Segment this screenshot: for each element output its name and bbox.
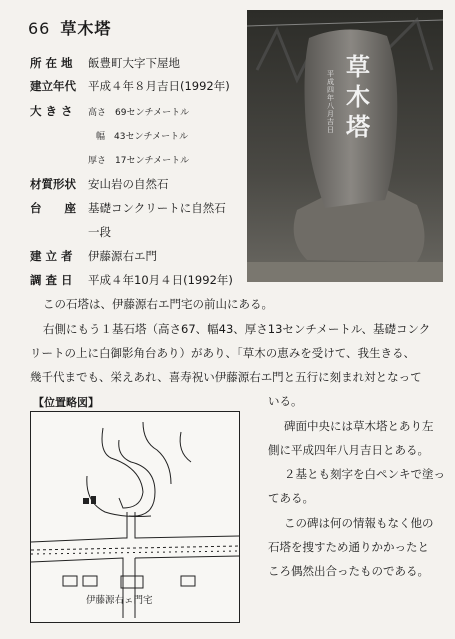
body-paragraph-1: この石塔は、伊藤源右エ門宅の前山にある。 <box>43 297 273 311</box>
info-width <box>30 128 188 144</box>
body-line-5c: ころ偶然出合ったものである。 <box>268 564 429 578</box>
info-location <box>30 56 180 70</box>
info-date <box>30 79 230 93</box>
body-line-2b: リートの上に白御影角台あり）があり、「草木の恵みを受けて、我生きる、 <box>30 346 416 360</box>
body-line-4a: ２基とも刻字を白ペンキで塗っ <box>284 467 445 481</box>
label-date: 建立年代 <box>30 79 76 93</box>
map-label: 【位置略図】 <box>33 396 99 409</box>
value-height: 高さ 69センチメートル <box>88 108 190 118</box>
body-line-4b: てある。 <box>268 491 314 505</box>
label-location: 所 在 地 <box>30 56 73 70</box>
entry-number: 66 <box>28 19 51 38</box>
body-line-3b: 側に平成四年八月吉日とある。 <box>268 443 429 457</box>
value-material: 安山岩の自然石 <box>88 177 169 191</box>
label-base: 台 座 <box>30 201 76 215</box>
label-size: 大 き さ <box>30 104 73 118</box>
stone-photo <box>247 10 443 282</box>
body-line-2a: 右側にもう１基石塔（高さ67、幅43、厚さ13センチメートル、基礎コンク <box>43 322 431 336</box>
stone-inscription: 草木塔 <box>346 52 370 141</box>
value-builder: 伊藤源右エ門 <box>88 249 157 263</box>
value-survey: 平成４年10月４日(1992年) <box>88 273 233 287</box>
info-survey <box>30 273 233 287</box>
info-size <box>30 104 189 120</box>
value-base: 基礎コンクリートに自然石 <box>88 201 226 215</box>
body-line-2d: いる。 <box>268 394 303 408</box>
value-date: 平成４年８月吉日(1992年) <box>88 79 230 93</box>
label-material: 材質形状 <box>30 177 76 191</box>
map-caption: 伊藤源右ェ門宅 <box>86 595 153 606</box>
body-line-2c: 幾千代までも、栄えあれ、喜寿祝い伊藤源右エ門と五行に刻まれ対となって <box>30 370 422 384</box>
info-depth <box>30 152 189 168</box>
info-material <box>30 177 169 191</box>
info-base <box>30 201 226 215</box>
body-line-5b: 石塔を捜すため通りかかったと <box>268 540 429 554</box>
label-survey: 調 査 日 <box>30 273 73 287</box>
map-drawing <box>31 412 239 622</box>
entry-title: 草木塔 <box>60 19 112 38</box>
value-width: 幅 43センチメートル <box>96 132 189 142</box>
info-base2 <box>30 225 111 239</box>
info-builder <box>30 249 157 263</box>
value-base2: 一段 <box>88 225 111 239</box>
body-line-5a: この碑は何の情報もなく他の <box>284 516 434 530</box>
body-line-3a: 碑面中央には草木塔とあり左 <box>284 419 434 433</box>
label-builder: 建 立 者 <box>30 249 73 263</box>
value-depth: 厚さ 17センチメートル <box>88 156 190 166</box>
page-title <box>28 16 111 39</box>
stone-subinscription: 平成四年八月吉日 <box>327 70 334 134</box>
value-location: 飯豊町大字下屋地 <box>88 56 180 70</box>
